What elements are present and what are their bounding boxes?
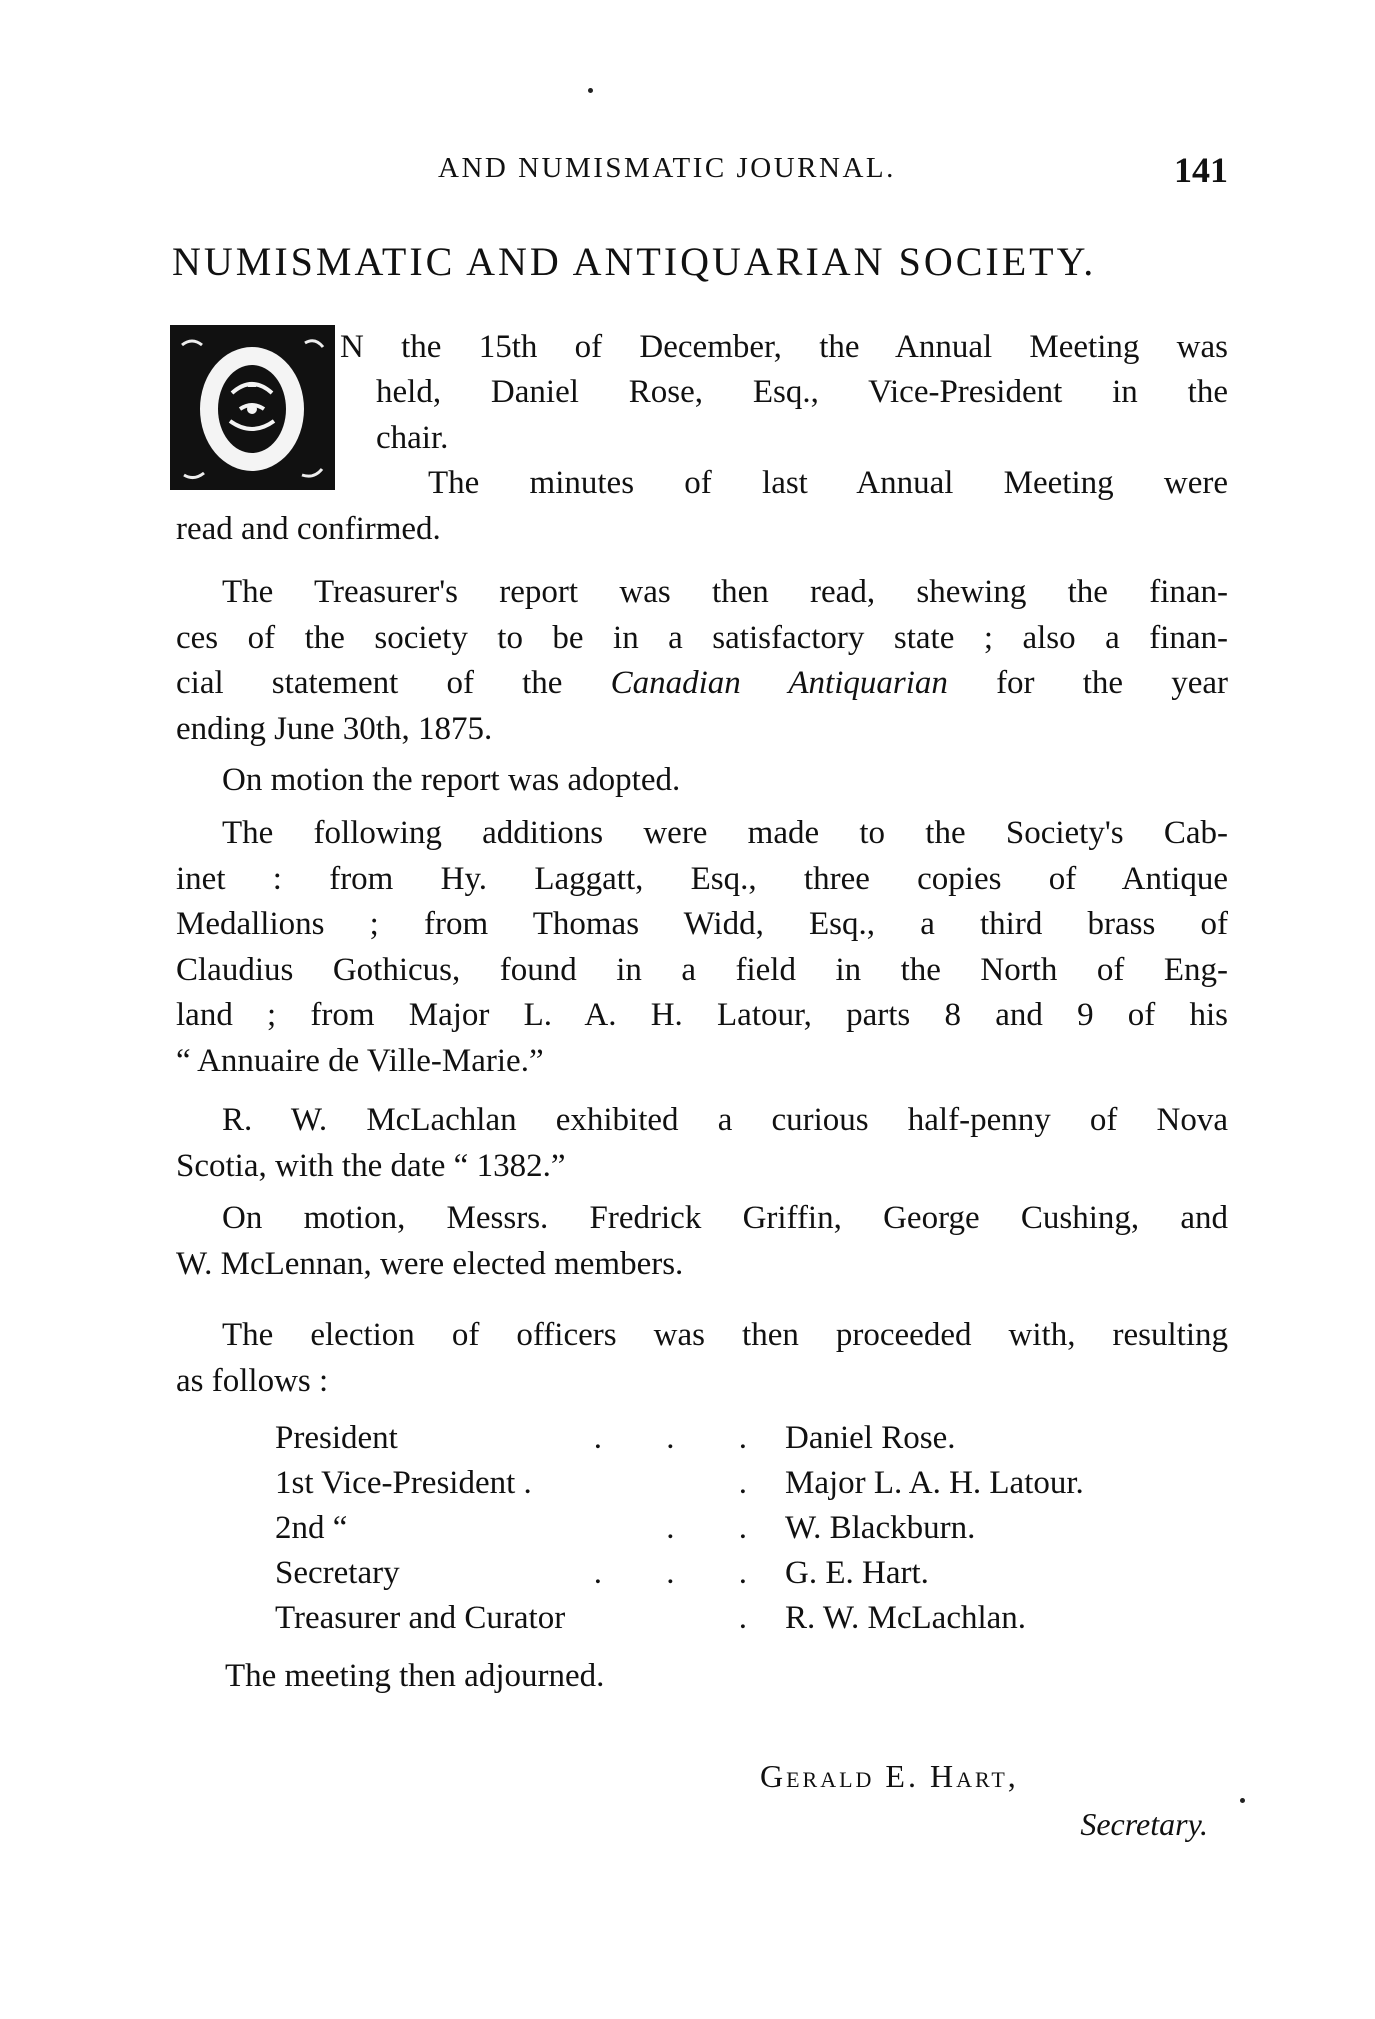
dot-leader: .	[738, 1465, 775, 1501]
page-header	[180, 152, 1230, 192]
officer-role: Treasurer and Curator	[275, 1600, 566, 1636]
officer-name: Daniel Rose.	[785, 1420, 956, 1456]
elected-line-2: W. McLennan, were elected members.	[176, 1245, 684, 1282]
officer-name: Major L. A. H. Latour.	[785, 1465, 1084, 1501]
additions-line-5: land ; from Major L. A. H. Latour, parts 8 and 9 of his	[176, 997, 1228, 1033]
exhibit-line-2: Scotia, with the date “ 1382.”	[176, 1147, 566, 1184]
dot-leader: . .	[666, 1510, 775, 1546]
exhibit-paragraph	[176, 1098, 1228, 1189]
treasurer-paragraph	[176, 570, 1228, 752]
officer-row	[275, 1596, 1235, 1641]
closing-line: The meeting then adjourned.	[225, 1658, 605, 1694]
minutes-line-2	[176, 507, 1228, 553]
treasurer-line-2: ces of the society to be in a satisfactory state ; also a finan-	[176, 619, 1228, 656]
additions-line-1: The following additions were made to the Society's Cab-	[222, 815, 1228, 851]
officer-row	[275, 1416, 1235, 1461]
intro-line-3: chair.	[376, 419, 449, 456]
signature-block	[760, 1752, 1230, 1848]
print-speck	[588, 88, 593, 93]
treasurer-line-1: The Treasurer's report was then read, shewing the finan-	[222, 574, 1228, 610]
dot-leader: .	[738, 1600, 775, 1636]
election-line-1: The election of officers was then proceeded with, resulting	[222, 1317, 1228, 1353]
intro-line-2: held, Daniel Rose, Esq., Vice-President in the	[376, 374, 1228, 410]
officer-name: W. Blackburn.	[785, 1510, 976, 1546]
officer-row	[275, 1461, 1235, 1506]
dot-leader: . . .	[593, 1555, 775, 1591]
officer-name: R. W. McLachlan.	[785, 1600, 1027, 1636]
ornamental-initial	[170, 325, 335, 490]
exhibit-line-1: R. W. McLachlan exhibited a curious half-penny of Nova	[222, 1102, 1228, 1138]
motion-paragraph	[176, 758, 1228, 804]
dot-leader: . . .	[593, 1420, 775, 1456]
minutes-line	[428, 461, 1228, 507]
additions-line-3: Medallions ; from Thomas Widd, Esq., a third brass of	[176, 906, 1228, 942]
officers-list	[275, 1416, 1235, 1641]
signatory-title: Secretary.	[1080, 1806, 1208, 1842]
election-line-2: as follows :	[176, 1362, 329, 1399]
election-paragraph	[176, 1313, 1228, 1404]
treasurer-line-3	[176, 661, 1228, 707]
elected-paragraph	[176, 1196, 1228, 1287]
officer-role: 2nd “	[275, 1510, 348, 1546]
running-head: AND NUMISMATIC JOURNAL.	[438, 152, 896, 184]
page-number: 141	[1174, 150, 1228, 190]
intro-line-4: The minutes of last Annual Meeting were	[428, 465, 1228, 501]
treasurer-line-4: ending June 30th, 1875.	[176, 710, 493, 747]
additions-paragraph	[176, 811, 1228, 1084]
print-speck	[1240, 1798, 1245, 1803]
officer-role: 1st Vice-President .	[275, 1465, 532, 1501]
intro-line-5: read and confirmed.	[176, 511, 441, 547]
elected-line-1: On motion, Messrs. Fredrick Griffin, George Cushing, and	[222, 1200, 1228, 1236]
intro-line-1: N the 15th of December, the Annual Meeting was	[340, 329, 1228, 365]
treasurer-line-3b: for the year	[947, 665, 1229, 701]
officer-role: Secretary	[275, 1555, 400, 1591]
additions-line-4: Claudius Gothicus, found in a field in the North of Eng-	[176, 951, 1228, 988]
ornamental-initial-o-icon	[170, 325, 335, 490]
officer-row	[275, 1551, 1235, 1596]
article-title: NUMISMATIC AND ANTIQUARIAN SOCIETY.	[172, 239, 1097, 284]
officer-role: President	[275, 1420, 398, 1456]
motion-line: On motion the report was adopted.	[222, 762, 681, 798]
journal-title: Canadian Antiquarian	[610, 665, 948, 701]
additions-line-2: inet : from Hy. Laggatt, Esq., three copies of Antique	[176, 860, 1228, 897]
signatory-name: Gerald E. Hart,	[760, 1758, 1019, 1794]
treasurer-line-3a: cial statement of the	[176, 665, 611, 701]
intro-continuation	[376, 370, 1228, 461]
officer-name: G. E. Hart.	[785, 1555, 929, 1591]
officer-row	[275, 1506, 1235, 1551]
additions-line-6: “ Annuaire de Ville-Marie.”	[176, 1042, 544, 1079]
